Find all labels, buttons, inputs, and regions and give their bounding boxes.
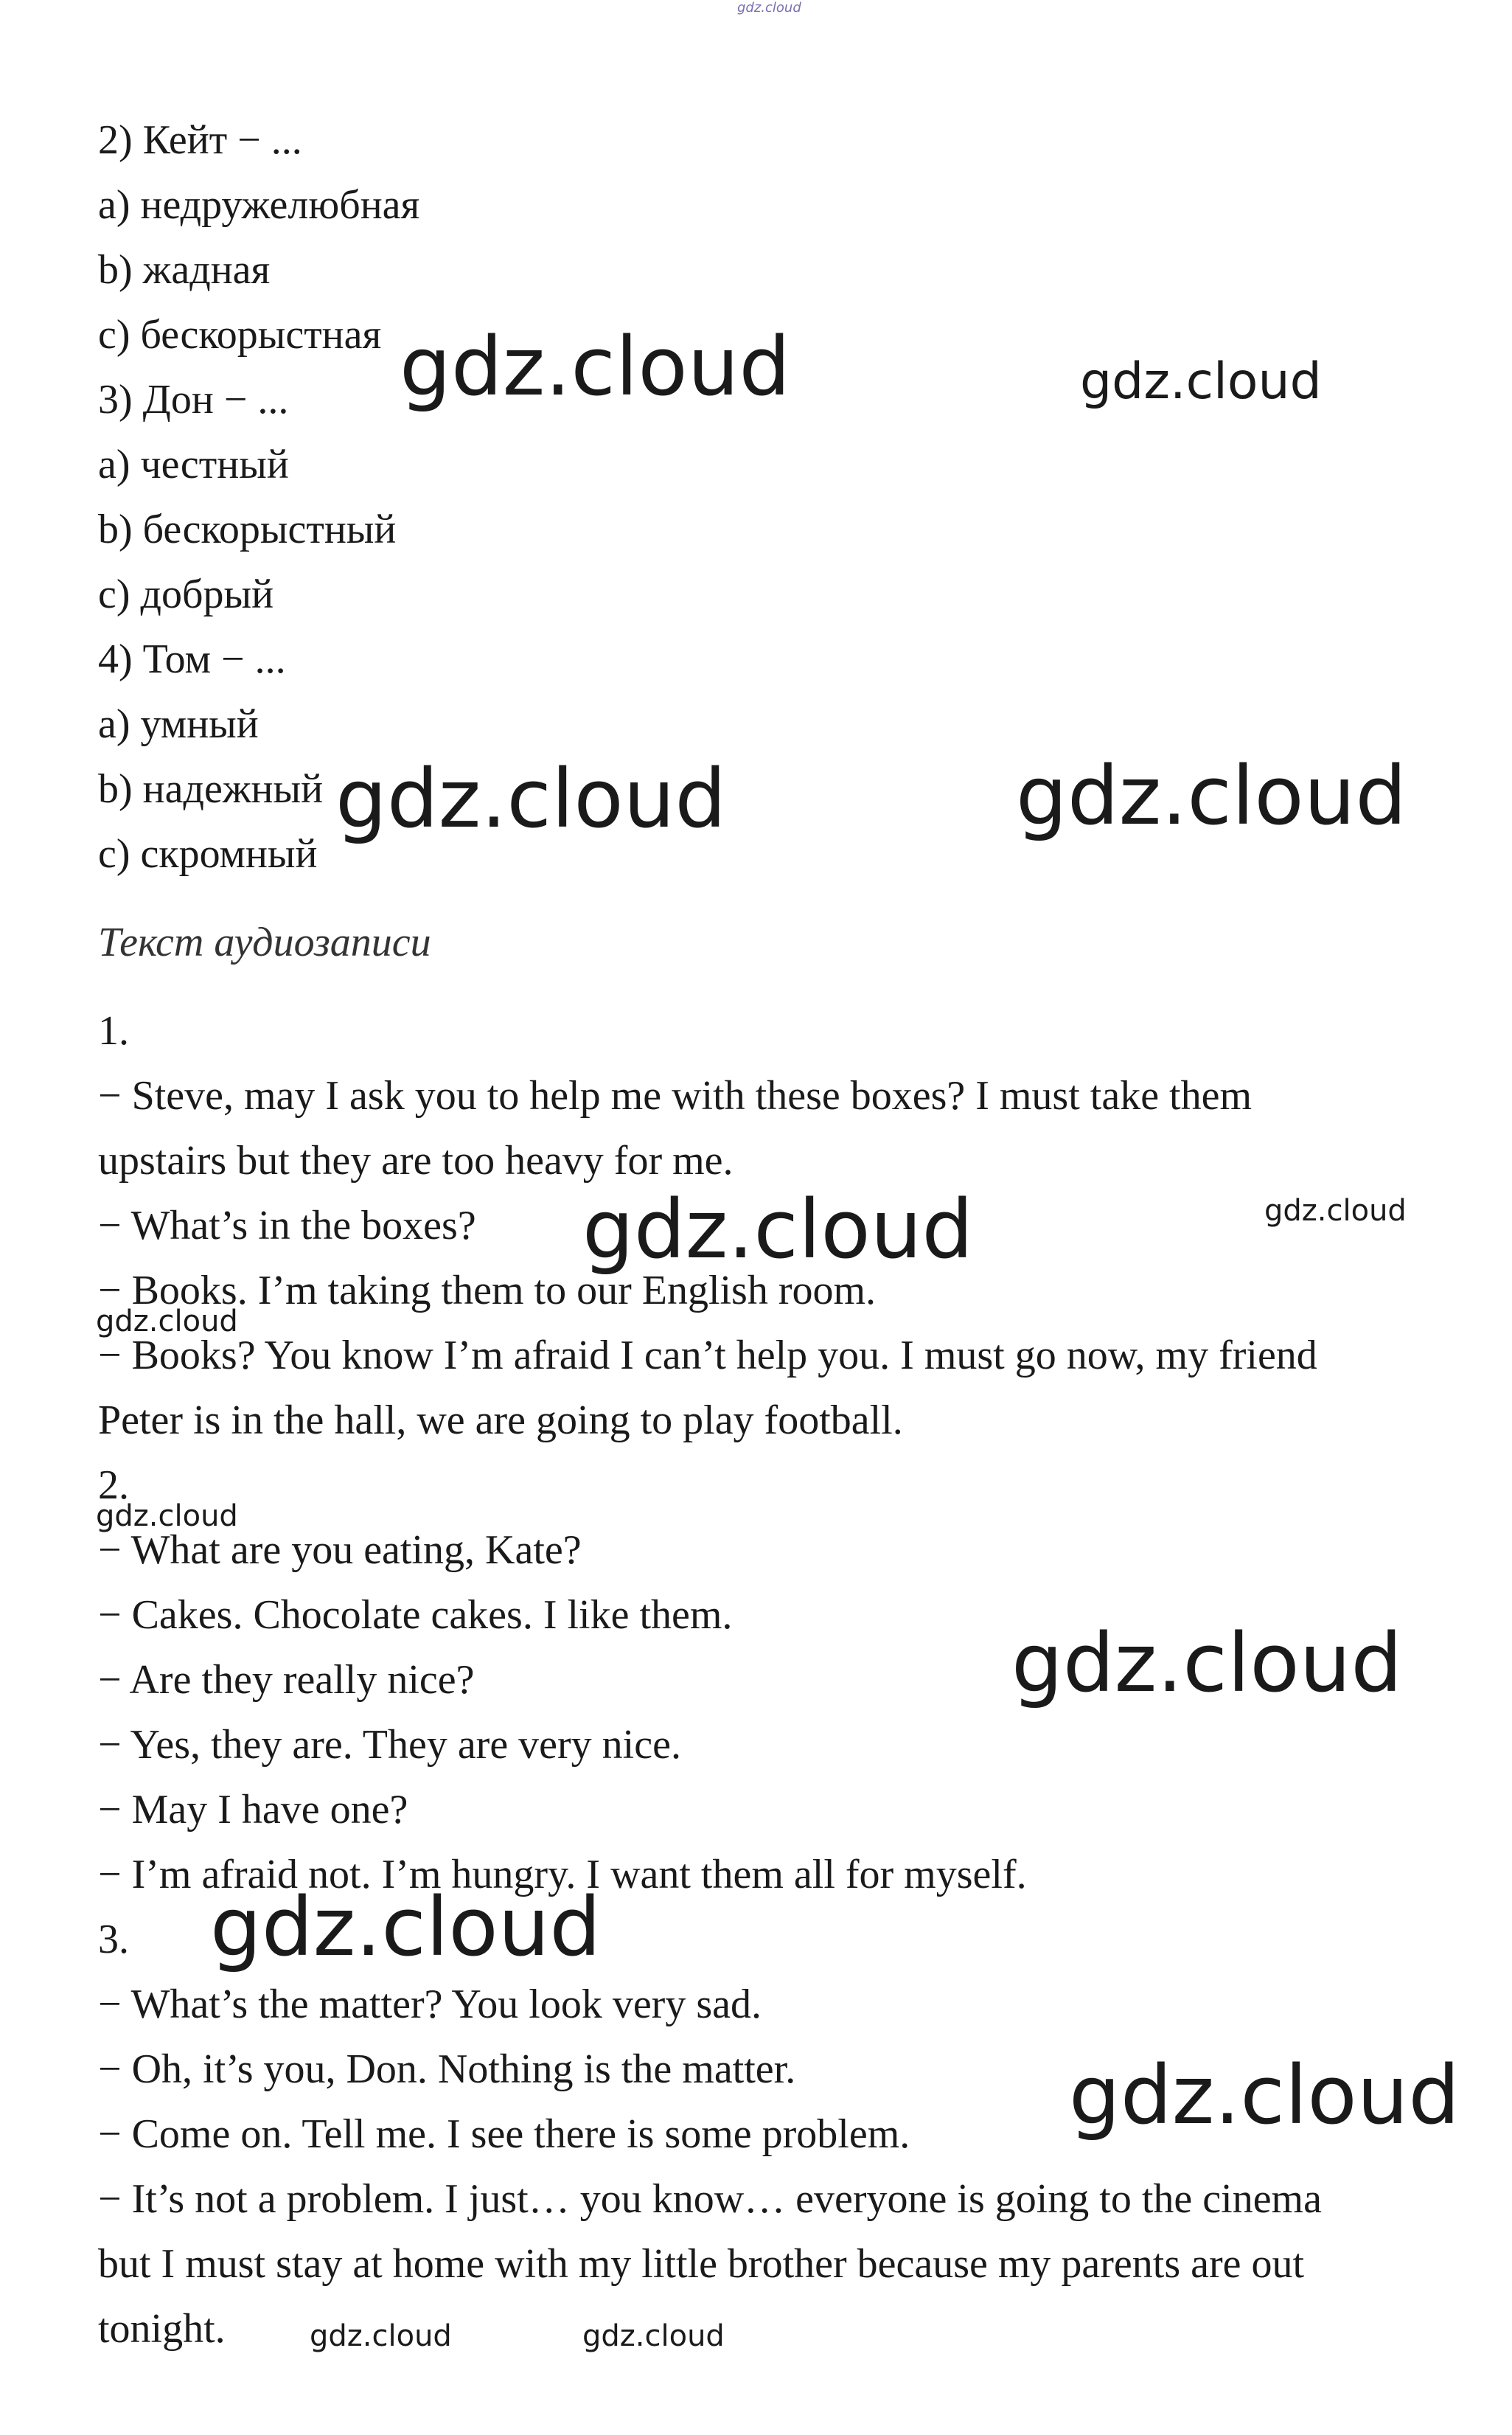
option-3c: c) добрый (98, 572, 274, 617)
watermark: gdz.cloud (1069, 2048, 1460, 2142)
dialogue-line: − Come on. Tell me. I see there is some problem. (98, 2111, 910, 2157)
dialogue-line: − What are you eating, Kate? (98, 1527, 582, 1573)
dialogue-line: − What’s the matter? You look very sad. (98, 1981, 762, 2027)
watermark: gdz.cloud (210, 1880, 602, 1974)
header-watermark: gdz.cloud (737, 0, 801, 15)
dialogue-3-number: 3. (98, 1917, 129, 1962)
dialogue-line: − May I have one? (98, 1787, 408, 1833)
option-2b: b) жадная (98, 247, 271, 293)
dialogue-line: − I’m afraid not. I’m hungry. I want them all for myself. (98, 1852, 1027, 1897)
watermark: gdz.cloud (1011, 1616, 1403, 1710)
dialogue-line: − What’s in the boxes? (98, 1203, 476, 1248)
option-2a: a) недружелюбная (98, 182, 420, 228)
watermark: gdz.cloud (335, 751, 727, 846)
dialogue-line: Peter is in the hall, we are going to play football. (98, 1397, 903, 1443)
dialogue-1-number: 1. (98, 1008, 129, 1054)
option-4c: c) скромный (98, 831, 318, 877)
watermark: gdz.cloud (1264, 1194, 1407, 1228)
watermark: gdz.cloud (1080, 352, 1322, 411)
watermark: gdz.cloud (400, 319, 791, 414)
dialogue-line: − Cakes. Chocolate cakes. I like them. (98, 1592, 733, 1638)
audio-transcript-heading: Текст аудиозаписи (98, 920, 431, 965)
option-4b: b) надежный (98, 766, 324, 812)
option-2c: c) бескорыстная (98, 312, 382, 358)
watermark: gdz.cloud (1016, 748, 1407, 843)
question-3-title: 3) Дон − ... (98, 377, 289, 423)
dialogue-line: − Books. I’m taking them to our English room. (98, 1268, 877, 1313)
option-3b: b) бескорыстный (98, 507, 397, 552)
dialogue-line: − Oh, it’s you, Don. Nothing is the matter. (98, 2046, 796, 2092)
watermark: gdz.cloud (582, 2319, 725, 2353)
option-3a: a) честный (98, 442, 289, 487)
dialogue-line: upstairs but they are too heavy for me. (98, 1138, 734, 1184)
dialogue-line: − Steve, may I ask you to help me with these boxes? I must take them (98, 1073, 1253, 1119)
question-2-title: 2) Кейт − ... (98, 117, 302, 163)
dialogue-2-number: 2. (98, 1462, 129, 1508)
watermark: gdz.cloud (96, 1499, 238, 1533)
question-4-title: 4) Том − ... (98, 636, 286, 682)
dialogue-line: but I must stay at home with my little brother because my parents are out (98, 2241, 1305, 2287)
dialogue-line: − Books? You know I’m afraid I can’t help you. I must go now, my friend (98, 1333, 1317, 1378)
dialogue-line: − Are they really nice? (98, 1657, 475, 1703)
dialogue-line: − Yes, they are. They are very nice. (98, 1722, 681, 1768)
option-4a: a) умный (98, 701, 259, 747)
dialogue-line: − It’s not a problem. I just… you know… everyone is going to the cinema (98, 2176, 1322, 2222)
watermark: gdz.cloud (310, 2319, 452, 2353)
dialogue-line: tonight. (98, 2306, 226, 2352)
watermark: gdz.cloud (582, 1182, 974, 1276)
watermark: gdz.cloud (96, 1305, 238, 1338)
